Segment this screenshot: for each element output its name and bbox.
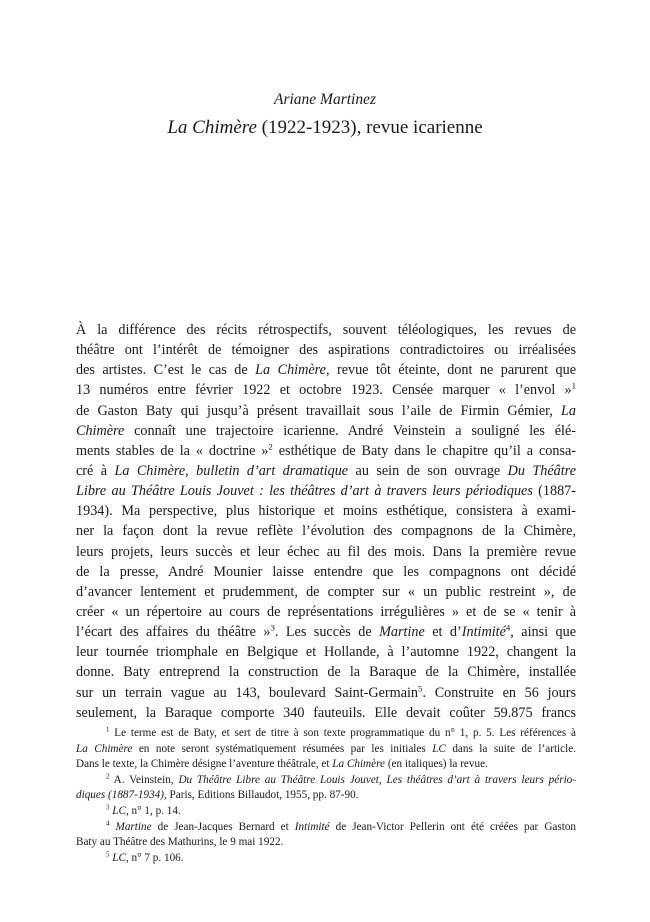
text-run: , revue tôt éteinte, dont ne parurent que: [325, 362, 576, 379]
body-text: [76, 320, 576, 723]
text-run: théâtre ont l’intérêt de témoigner des aspirations contradictoires ou irréalisées: [76, 342, 576, 359]
footnote-line: [76, 742, 576, 758]
footnote-line: [76, 788, 576, 804]
title-italic: La Chimère: [167, 117, 257, 138]
body-line: [76, 582, 576, 602]
footnote-marker: 2: [106, 772, 110, 781]
text-run: de Jean-Jacques Bernard et: [151, 820, 295, 833]
text-run: A. Veinstein,: [109, 773, 179, 786]
text-run: d’avancer lentement et prudemment, de compter sur « un public restreint », de: [76, 583, 576, 600]
footnote-line: [76, 804, 576, 820]
body-line: [76, 401, 576, 421]
text-run: de la presse, André Mounier laisse entendre que les compagnons ont décidé: [76, 563, 576, 580]
text-run: cré à: [76, 462, 115, 479]
text-run: Du Théâtre Libre au Théâtre Louis Jouvet, Les théâtres d’art à travers leurs pério-: [178, 773, 576, 786]
text-run: diques (1887-1934),: [76, 789, 167, 802]
body-line: [76, 521, 576, 541]
footnotes: [76, 726, 576, 866]
text-run: leur tournée triomphale en Belgique et Hollande, à l’automne 1922, changent la: [76, 644, 576, 661]
footnote-marker: 1: [106, 726, 110, 734]
author-name: Ariane Martinez: [273, 91, 377, 108]
body-line: [76, 683, 576, 703]
footnote-line: [76, 726, 576, 742]
body-line: [76, 380, 576, 400]
text-run: créer « un répertoire au cours de représentations irrégulières » et de se « tenir à: [76, 603, 576, 620]
text-run: connaît une trajectoire icarienne. André Veinstein a souligné les élé-: [124, 422, 576, 439]
footnote-line: [76, 820, 576, 836]
text-run: Paris, Editions Billaudot, 1955, pp. 87-90.: [166, 789, 359, 802]
text-run: Du Théâtre: [507, 462, 576, 479]
text-run: donne. Baty entreprend la construction de la Baraque de la Chimère, installée: [76, 664, 576, 681]
text-run: dans la suite de l’article.: [445, 742, 576, 755]
text-run: l’écart des affaires du théâtre »: [76, 624, 271, 641]
footnote-marker: 1: [571, 380, 576, 391]
text-run: Martine: [115, 820, 152, 833]
text-run: leurs projets, leurs succès et leur échec au fil des mois. Dans la première revue: [76, 543, 576, 560]
body-line: [76, 562, 576, 582]
text-run: La Chimère: [76, 742, 133, 755]
body-line: [76, 642, 576, 662]
footnote-marker: 5: [106, 850, 110, 859]
text-run: Intimité: [461, 624, 506, 641]
text-run: des artistes. C’est le cas de: [76, 362, 256, 379]
footnote-marker: 5: [418, 682, 423, 693]
text-run: . Les succès de: [274, 624, 380, 641]
footnote-line: [76, 835, 576, 851]
text-run: ments stables de la « doctrine »: [76, 442, 269, 459]
footnote-marker: 4: [505, 622, 511, 633]
text-run: LC: [112, 804, 126, 817]
article-title: [0, 117, 650, 139]
text-run: LC: [432, 742, 446, 755]
text-run: Baty au Théâtre des Mathurins, le 9 mai 1922.: [76, 836, 284, 849]
body-line: [76, 421, 576, 441]
body-line: [76, 461, 576, 481]
body-line: [76, 320, 576, 340]
text-run: sur un terrain vague au 143, boulevard Saint-Germain: [76, 684, 419, 701]
text-run: 13 numéros entre février 1922 et octobre 1923. Censée marquer « l’envol »: [76, 382, 572, 399]
text-run: Martine: [379, 624, 425, 641]
text-run: La Chimère, bulletin d’art dramatique: [114, 462, 349, 479]
text-run: Intimité: [294, 820, 330, 833]
body-line: [76, 481, 576, 501]
text-run: Le terme est de Baty, et sert de titre à son texte programmatique du n° 1, p. 5. Les références à: [109, 727, 576, 739]
text-run: Dans le texte, la Chimère désigne l’aventure théâtrale, et: [76, 758, 333, 771]
text-run: (en italiques) la revue.: [385, 758, 488, 771]
footnote-line: [76, 851, 576, 867]
footnote-marker: 2: [268, 441, 273, 452]
text-run: de Gaston Baty qui jusqu’à présent travaillait sous l’aile de Firmin Gémier,: [76, 402, 562, 419]
text-run: . Construite en 56 jours: [422, 684, 576, 701]
text-run: La Chimère: [332, 758, 386, 771]
text-run: en note seront systématiquement résumées par les initiales: [132, 742, 433, 755]
footnote-marker: 4: [106, 819, 110, 827]
text-run: , n° 1, p. 14.: [125, 804, 181, 817]
body-line: [76, 703, 576, 723]
text-run: Libre au Théâtre Louis Jouvet : les théâtres d’art à travers leurs périodiques: [76, 483, 533, 500]
text-run: esthétique de Baty dans le chapitre qu’il a consa-: [272, 442, 576, 459]
text-run: ner la façon dont la revue reflète l’évolution des compagnons de la Chimère,: [76, 523, 576, 540]
body-line: [76, 622, 576, 642]
text-run: LC: [112, 851, 126, 864]
footnote-marker: 3: [106, 803, 110, 812]
body-line: [76, 360, 576, 380]
body-line: [76, 501, 576, 521]
text-run: , n° 7 p. 106.: [125, 851, 184, 864]
footnote-marker: 3: [270, 622, 275, 633]
text-run: et d’: [424, 624, 462, 641]
text-run: Chimère: [76, 422, 125, 439]
text-run: au sein de son ouvrage: [348, 462, 508, 479]
body-line: [76, 441, 576, 461]
body-line: [76, 602, 576, 622]
body-line: [76, 542, 576, 562]
text-run: La: [561, 402, 576, 419]
text-run: À la différence des récits rétrospectifs, souvent téléologiques, les revues de: [76, 322, 576, 338]
text-run: seulement, la Baraque comporte 340 fauteuils. Elle devait coûter 59.875 francs: [76, 704, 576, 721]
footnote-line: [76, 757, 576, 773]
text-run: La Chimère: [255, 362, 326, 379]
body-line: [76, 662, 576, 682]
text-run: (1887-: [532, 483, 576, 500]
text-run: , ainsi que: [510, 624, 576, 641]
body-line: [76, 340, 576, 360]
text-run: 1934). Ma perspective, plus historique et moins esthétique, consistera à exami-: [76, 503, 576, 520]
title-rest: (1922-1923), revue icarienne: [256, 117, 483, 138]
footnote-line: [76, 773, 576, 789]
text-run: de Jean-Victor Pellerin ont été créées par Gaston: [329, 820, 576, 833]
